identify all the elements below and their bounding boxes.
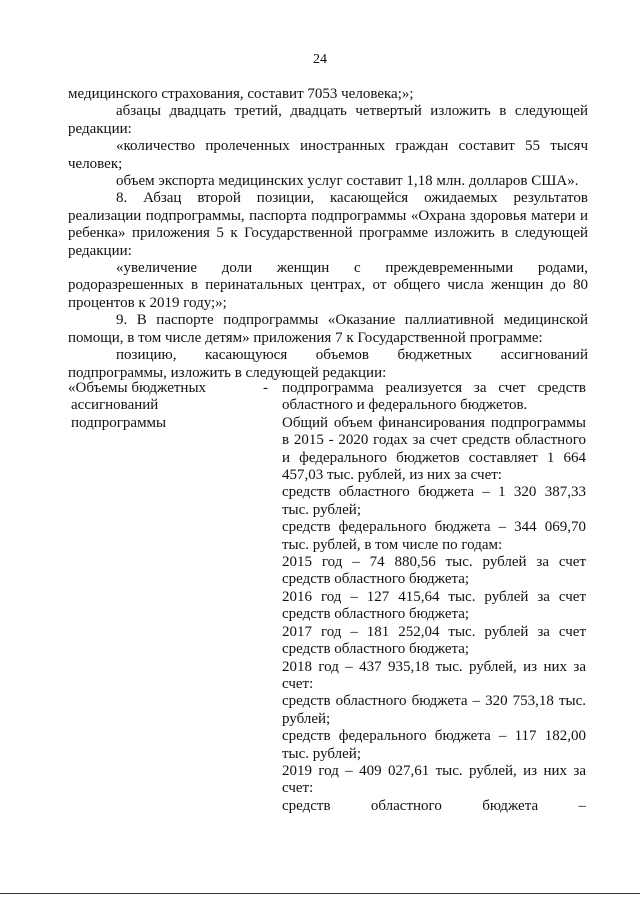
table-label-column	[68, 380, 258, 432]
table-word: средств	[282, 797, 331, 814]
paragraph-quote-foreign-patients: «количество пролеченных иностранных граждан составит 55 тысяч человек;	[68, 138, 588, 172]
paragraph-continuation: медицинского страхования, составит 7053 человека;»;	[68, 86, 414, 102]
page-bottom-rule	[0, 893, 640, 894]
table-word: бюджета	[482, 797, 539, 814]
table-content-column	[282, 380, 586, 815]
table-label-line: «Объемы бюджетных	[68, 380, 207, 396]
table-content-line: средств областного бюджета – 1 320 387,33 тыс. рублей;	[282, 484, 586, 518]
table-dash: -	[263, 380, 268, 396]
table-content-line: подпрограмма реализуется за счет средств областного и федерального бюджетов.	[282, 380, 586, 414]
table-word: областного	[370, 797, 442, 814]
document-body	[68, 86, 588, 382]
table-content-line: средств областного бюджета – 320 753,18 тыс. рублей;	[282, 693, 586, 727]
table-content-line: средств федерального бюджета – 117 182,00 тыс. рублей;	[282, 728, 586, 762]
table-content-line: Общий объем финансирования подпрограммы в 2015 - 2020 годах за счет средств областного и федерального бюджетов составляет 1 664 457,03 тыс. рублей, из них за счет:	[282, 414, 586, 484]
page-number: 24	[313, 52, 327, 67]
paragraph-item-8: 8. Абзац второй позиции, касающейся ожидаемых результатов реализации подпрограммы, паспорта подпрограммы «Охрана здоровья матери и ребенка» приложения 5 к Государственной программе изложить в следующей редакции:	[68, 190, 588, 259]
table-content-line: 2015 год – 74 880,56 тыс. рублей за счет средств областного бюджета;	[282, 554, 586, 588]
table-content-line: 2018 год – 437 935,18 тыс. рублей, из них за счет:	[282, 658, 586, 692]
table-label-line: ассигнований	[71, 397, 159, 414]
table-content-line: 2016 год – 127 415,64 тыс. рублей за счет средств областного бюджета;	[282, 588, 586, 623]
table-content-line: средств федерального бюджета – 344 069,70 тыс. рублей, в том числе по годам:	[282, 519, 586, 553]
table-content-last-line	[282, 798, 586, 815]
table-label-line: подпрограммы	[71, 414, 167, 431]
paragraph-quote-women-share: «увеличение доли женщин с преждевременными родами, родоразрешенных в перинатальных центрах, от общего числа женщин до 80 процентов к 2019 году;»;	[68, 260, 588, 311]
paragraph-export-volume: объем экспорта медицинских услуг составит 1,18 млн. долларов США».	[116, 173, 579, 190]
paragraph-position-intro: позицию, касающуюся объемов бюджетных ассигнований подпрограммы, изложить в следующей редакции:	[68, 347, 588, 381]
table-content-line: 2017 год – 181 252,04 тыс. рублей за счет средств областного бюджета;	[282, 623, 586, 658]
table-content-line: 2019 год – 409 027,61 тыс. рублей, из них за счет:	[282, 762, 586, 797]
paragraph-abzacy: абзацы двадцать третий, двадцать четвертый изложить в следующей редакции:	[68, 103, 588, 137]
paragraph-item-9: 9. В паспорте подпрограммы «Оказание паллиативной медицинской помощи, в том числе детям» приложения 7 к Государственной программе:	[68, 312, 588, 346]
table-word: –	[578, 797, 586, 814]
